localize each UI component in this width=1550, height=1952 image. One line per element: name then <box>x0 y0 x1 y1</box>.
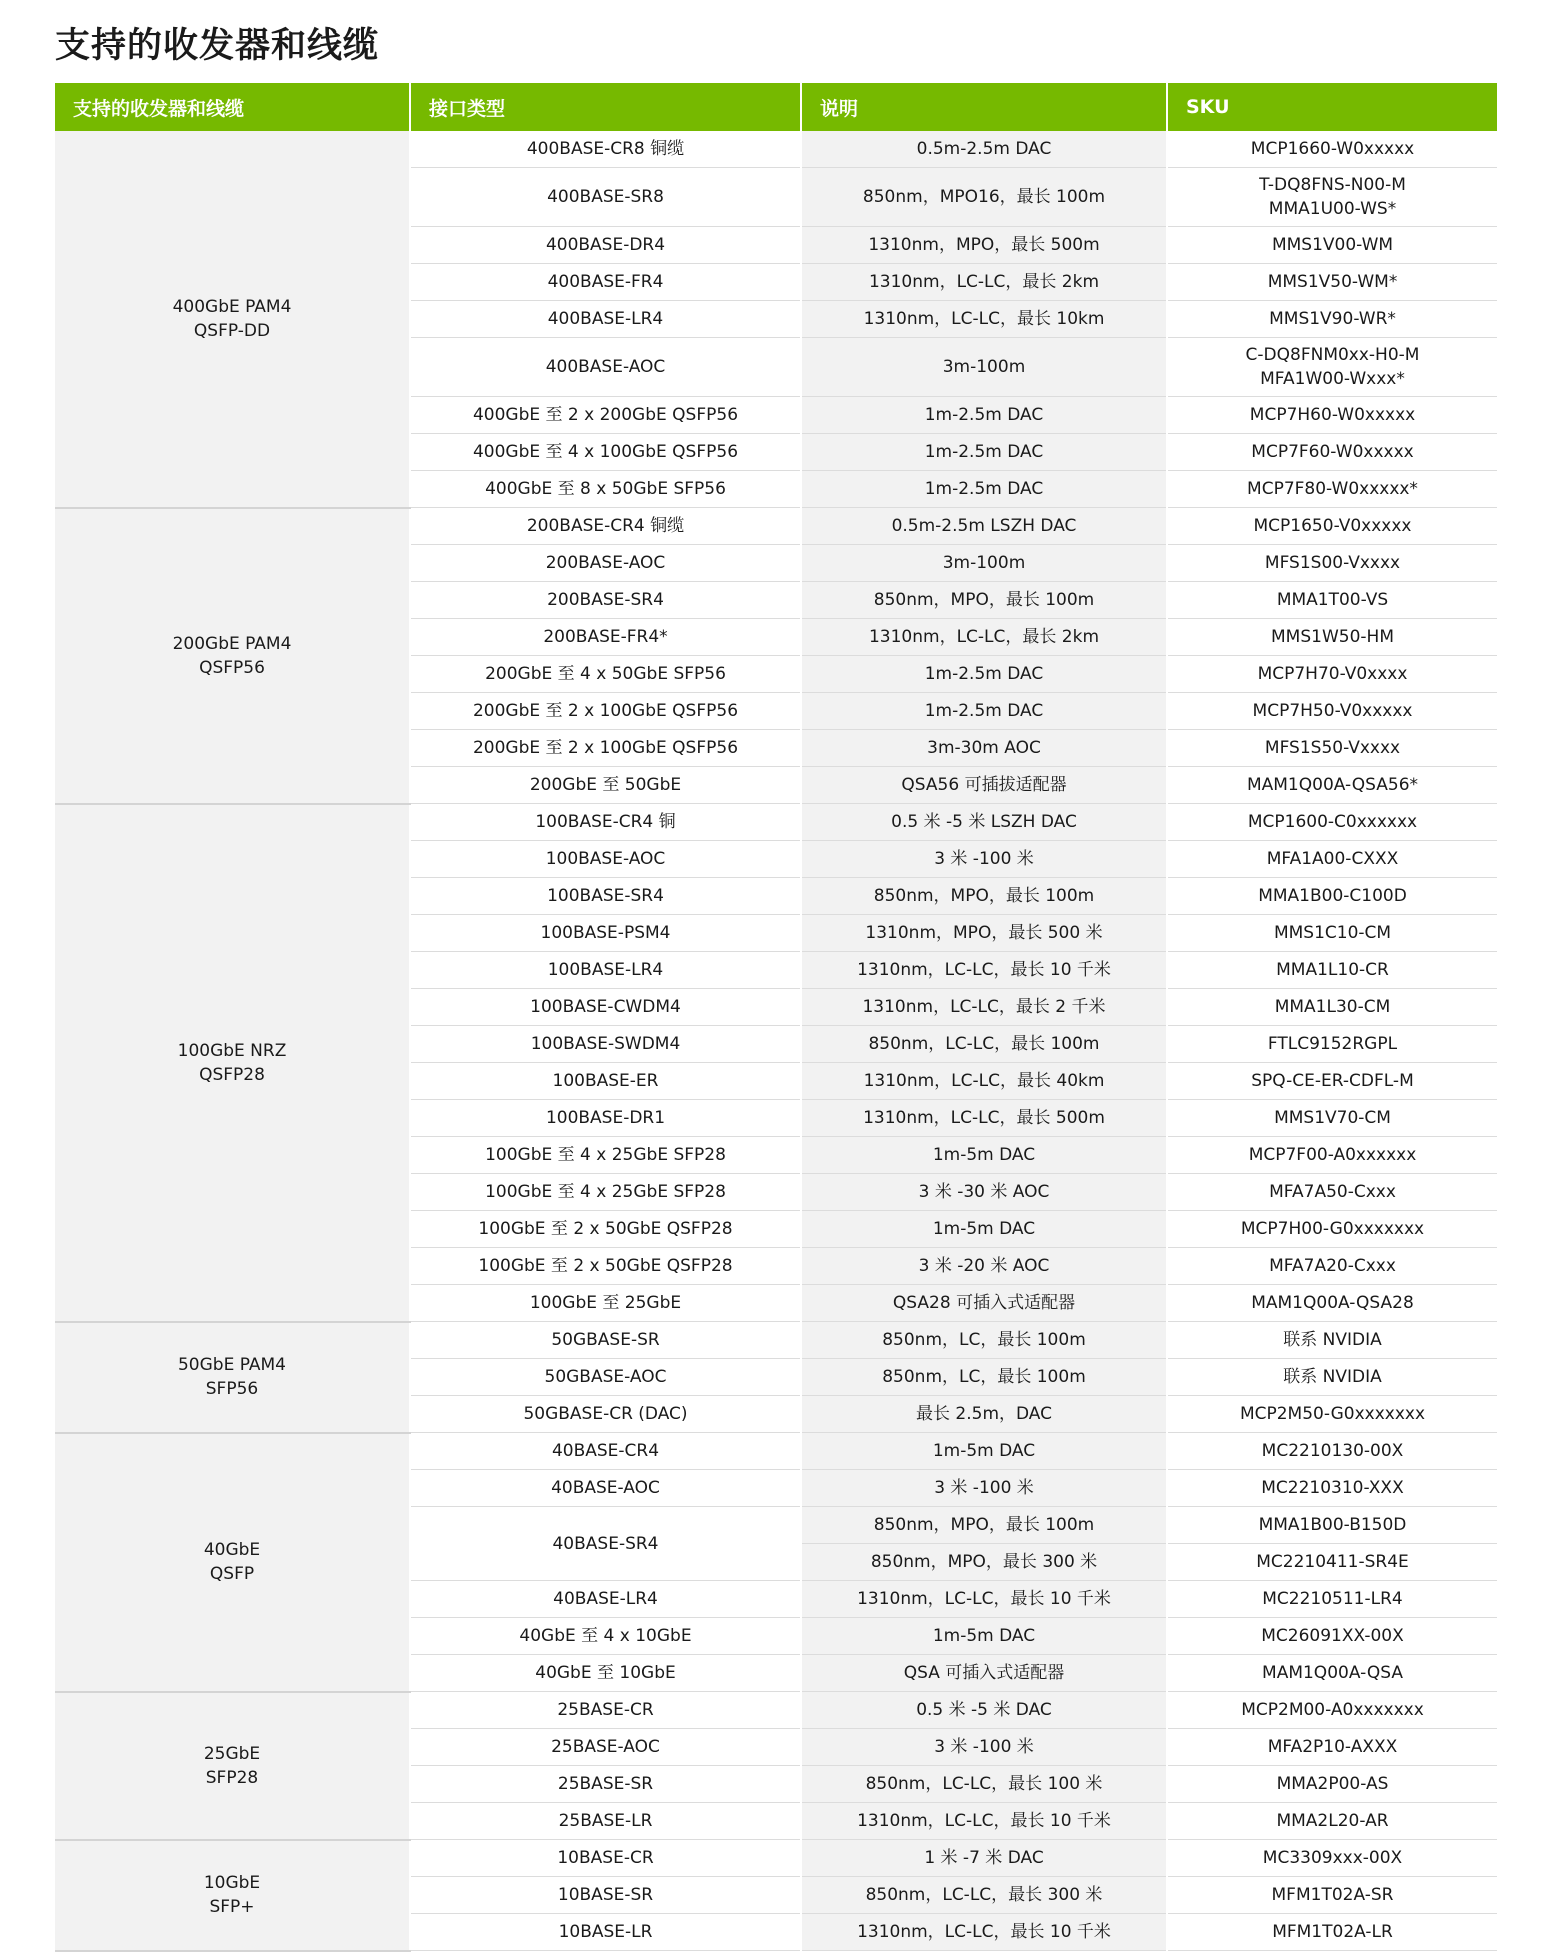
sku-cell: MFA2P10-AXXX <box>1167 1729 1497 1766</box>
description-cell: 1310nm，LC-LC，最长 500m <box>801 1100 1167 1137</box>
description-cell: QSA 可插入式适配器 <box>801 1655 1167 1692</box>
description-cell: 3m-100m <box>801 338 1167 397</box>
sku-cell: MCP7F00-A0xxxxxx <box>1167 1137 1497 1174</box>
sku-cell: MFA7A50-Cxxx <box>1167 1174 1497 1211</box>
sku-cell: MMS1V70-CM <box>1167 1100 1497 1137</box>
sku-cell: MCP7H00-G0xxxxxxx <box>1167 1211 1497 1248</box>
interface-type-cell: 100BASE-CR4 铜 <box>410 804 801 841</box>
sku-cell: MMA1T00-VS <box>1167 582 1497 619</box>
sku-cell: MFM1T02A-SR <box>1167 1877 1497 1914</box>
description-cell: 1310nm，LC-LC，最长 2km <box>801 264 1167 301</box>
sku-cell: MCP1600-C0xxxxxx <box>1167 804 1497 841</box>
sku-cell: MCP2M00-A0xxxxxxx <box>1167 1692 1497 1729</box>
sku-cell: MCP1650-V0xxxxx <box>1167 508 1497 545</box>
interface-type-cell: 100BASE-ER <box>410 1063 801 1100</box>
column-header-description: 说明 <box>801 83 1167 131</box>
table-row <box>55 131 1497 168</box>
interface-type-cell: 200GbE 至 2 x 100GbE QSFP56 <box>410 693 801 730</box>
interface-type-cell: 100BASE-SR4 <box>410 878 801 915</box>
interface-type-cell: 40BASE-CR4 <box>410 1433 801 1470</box>
interface-type-cell: 400BASE-DR4 <box>410 227 801 264</box>
sku-cell: MAM1Q00A-QSA56* <box>1167 767 1497 804</box>
description-cell: 3 米 -100 米 <box>801 1729 1167 1766</box>
sku-cell: MFS1S50-Vxxxx <box>1167 730 1497 767</box>
description-cell: 850nm，MPO，最长 100m <box>801 1507 1167 1544</box>
description-cell: 850nm，LC-LC，最长 100 米 <box>801 1766 1167 1803</box>
group-label-cell: 400GbE PAM4 QSFP-DD <box>55 131 410 508</box>
description-cell: 1310nm，LC-LC，最长 2 千米 <box>801 989 1167 1026</box>
sku-cell: MCP7H70-V0xxxx <box>1167 656 1497 693</box>
description-cell: 1 米 -7 米 DAC <box>801 1840 1167 1877</box>
interface-type-cell: 25BASE-AOC <box>410 1729 801 1766</box>
interface-type-cell: 400BASE-LR4 <box>410 301 801 338</box>
description-cell: 1310nm，LC-LC，最长 10 千米 <box>801 1914 1167 1951</box>
sku-cell: MAM1Q00A-QSA <box>1167 1655 1497 1692</box>
column-header-interface-type: 接口类型 <box>410 83 801 131</box>
column-header-category: 支持的收发器和线缆 <box>55 83 410 131</box>
interface-type-cell: 100GbE 至 4 x 25GbE SFP28 <box>410 1137 801 1174</box>
sku-cell: MFM1T02A-LR <box>1167 1914 1497 1951</box>
interface-type-cell: 200GbE 至 4 x 50GbE SFP56 <box>410 656 801 693</box>
table-row <box>55 1433 1497 1470</box>
interface-type-cell: 40BASE-AOC <box>410 1470 801 1507</box>
description-cell: 1310nm，LC-LC，最长 10 千米 <box>801 1803 1167 1840</box>
table-body <box>55 131 1497 1951</box>
sku-cell: MCP2M50-G0xxxxxxx <box>1167 1396 1497 1433</box>
description-cell: 1m-5m DAC <box>801 1618 1167 1655</box>
group-label-cell: 40GbE QSFP <box>55 1433 410 1692</box>
description-cell: 1310nm，LC-LC，最长 10km <box>801 301 1167 338</box>
interface-type-cell: 40BASE-SR4 <box>410 1507 801 1581</box>
interface-type-cell: 400BASE-CR8 铜缆 <box>410 131 801 168</box>
group-label-cell: 25GbE SFP28 <box>55 1692 410 1840</box>
interface-type-cell: 200BASE-FR4* <box>410 619 801 656</box>
sku-cell: MMS1V00-WM <box>1167 227 1497 264</box>
description-cell: 3 米 -30 米 AOC <box>801 1174 1167 1211</box>
sku-cell: MMA1B00-C100D <box>1167 878 1497 915</box>
table-row <box>55 1840 1497 1877</box>
description-cell: 850nm，MPO，最长 100m <box>801 878 1167 915</box>
sku-cell: MC26091XX-00X <box>1167 1618 1497 1655</box>
interface-type-cell: 100BASE-SWDM4 <box>410 1026 801 1063</box>
interface-type-cell: 400BASE-FR4 <box>410 264 801 301</box>
description-cell: 1310nm，LC-LC，最长 40km <box>801 1063 1167 1100</box>
interface-type-cell: 200GbE 至 50GbE <box>410 767 801 804</box>
sku-cell: MC2210130-00X <box>1167 1433 1497 1470</box>
description-cell: 3 米 -20 米 AOC <box>801 1248 1167 1285</box>
group-label-cell: 200GbE PAM4 QSFP56 <box>55 508 410 804</box>
sku-cell: MC2210310-XXX <box>1167 1470 1497 1507</box>
description-cell: 850nm，LC-LC，最长 300 米 <box>801 1877 1167 1914</box>
description-cell: 1310nm，LC-LC，最长 2km <box>801 619 1167 656</box>
description-cell: 0.5m-2.5m LSZH DAC <box>801 508 1167 545</box>
description-cell: 850nm，LC-LC，最长 100m <box>801 1026 1167 1063</box>
table-header-row <box>55 83 1497 131</box>
sku-cell: MCP1660-W0xxxxx <box>1167 131 1497 168</box>
table-row <box>55 804 1497 841</box>
sku-cell: MC3309xxx-00X <box>1167 1840 1497 1877</box>
interface-type-cell: 100BASE-LR4 <box>410 952 801 989</box>
column-header-sku: SKU <box>1167 83 1497 131</box>
sku-cell: MMA2P00-AS <box>1167 1766 1497 1803</box>
sku-cell: MFS1S00-Vxxxx <box>1167 545 1497 582</box>
description-cell: 1m-2.5m DAC <box>801 656 1167 693</box>
description-cell: 850nm，MPO16，最长 100m <box>801 168 1167 227</box>
group-label-cell: 10GbE SFP+ <box>55 1840 410 1951</box>
interface-type-cell: 100GbE 至 4 x 25GbE SFP28 <box>410 1174 801 1211</box>
sku-cell: T-DQ8FNS-N00-M MMA1U00-WS* <box>1167 168 1497 227</box>
interface-type-cell: 10BASE-CR <box>410 1840 801 1877</box>
description-cell: 850nm，MPO，最长 300 米 <box>801 1544 1167 1581</box>
transceiver-cable-table <box>55 83 1497 1952</box>
page-title: 支持的收发器和线缆 <box>55 26 380 66</box>
sku-cell: MMS1W50-HM <box>1167 619 1497 656</box>
description-cell: 0.5 米 -5 米 DAC <box>801 1692 1167 1729</box>
sku-cell: MMA1B00-B150D <box>1167 1507 1497 1544</box>
interface-type-cell: 10BASE-LR <box>410 1914 801 1951</box>
interface-type-cell: 100BASE-AOC <box>410 841 801 878</box>
interface-type-cell: 400GbE 至 8 x 50GbE SFP56 <box>410 471 801 508</box>
description-cell: 1m-5m DAC <box>801 1433 1167 1470</box>
interface-type-cell: 40BASE-LR4 <box>410 1581 801 1618</box>
interface-type-cell: 100BASE-DR1 <box>410 1100 801 1137</box>
group-label-cell: 100GbE NRZ QSFP28 <box>55 804 410 1322</box>
interface-type-cell: 200BASE-SR4 <box>410 582 801 619</box>
sku-cell: MFA7A20-Cxxx <box>1167 1248 1497 1285</box>
sku-cell: MMS1V90-WR* <box>1167 301 1497 338</box>
interface-type-cell: 200BASE-AOC <box>410 545 801 582</box>
sku-cell: MC2210411-SR4E <box>1167 1544 1497 1581</box>
description-cell: 1m-2.5m DAC <box>801 434 1167 471</box>
sku-cell: MCP7H50-V0xxxxx <box>1167 693 1497 730</box>
table-row <box>55 1322 1497 1359</box>
description-cell: 1m-2.5m DAC <box>801 397 1167 434</box>
interface-type-cell: 200BASE-CR4 铜缆 <box>410 508 801 545</box>
sku-cell: MMA1L10-CR <box>1167 952 1497 989</box>
sku-cell: SPQ-CE-ER-CDFL-M <box>1167 1063 1497 1100</box>
interface-type-cell: 400GbE 至 4 x 100GbE QSFP56 <box>410 434 801 471</box>
interface-type-cell: 400BASE-AOC <box>410 338 801 397</box>
interface-type-cell: 50GBASE-AOC <box>410 1359 801 1396</box>
description-cell: 1310nm，LC-LC，最长 10 千米 <box>801 1581 1167 1618</box>
description-cell: 最长 2.5m，DAC <box>801 1396 1167 1433</box>
sku-cell: 联系 NVIDIA <box>1167 1322 1497 1359</box>
interface-type-cell: 400GbE 至 2 x 200GbE QSFP56 <box>410 397 801 434</box>
interface-type-cell: 40GbE 至 10GbE <box>410 1655 801 1692</box>
sku-cell: MCP7F60-W0xxxxx <box>1167 434 1497 471</box>
group-label-cell: 50GbE PAM4 SFP56 <box>55 1322 410 1433</box>
sku-cell: MCP7H60-W0xxxxx <box>1167 397 1497 434</box>
description-cell: 3 米 -100 米 <box>801 1470 1167 1507</box>
description-cell: QSA28 可插入式适配器 <box>801 1285 1167 1322</box>
sku-cell: C-DQ8FNM0xx-H0-M MFA1W00-Wxxx* <box>1167 338 1497 397</box>
interface-type-cell: 400BASE-SR8 <box>410 168 801 227</box>
description-cell: 1310nm，LC-LC，最长 10 千米 <box>801 952 1167 989</box>
sku-cell: MMS1C10-CM <box>1167 915 1497 952</box>
sku-cell: FTLC9152RGPL <box>1167 1026 1497 1063</box>
table-header <box>55 83 1497 131</box>
description-cell: 1m-2.5m DAC <box>801 471 1167 508</box>
interface-type-cell: 50GBASE-CR (DAC) <box>410 1396 801 1433</box>
description-cell: 0.5m-2.5m DAC <box>801 131 1167 168</box>
description-cell: 1310nm，MPO，最长 500m <box>801 227 1167 264</box>
interface-type-cell: 100GbE 至 2 x 50GbE QSFP28 <box>410 1211 801 1248</box>
interface-type-cell: 100GbE 至 25GbE <box>410 1285 801 1322</box>
sku-cell: 联系 NVIDIA <box>1167 1359 1497 1396</box>
description-cell: 3m-30m AOC <box>801 730 1167 767</box>
interface-type-cell: 100GbE 至 2 x 50GbE QSFP28 <box>410 1248 801 1285</box>
description-cell: QSA56 可插拔适配器 <box>801 767 1167 804</box>
description-cell: 850nm，LC，最长 100m <box>801 1322 1167 1359</box>
description-cell: 1m-5m DAC <box>801 1137 1167 1174</box>
interface-type-cell: 25BASE-SR <box>410 1766 801 1803</box>
description-cell: 1m-5m DAC <box>801 1211 1167 1248</box>
sku-cell: MMA1L30-CM <box>1167 989 1497 1026</box>
description-cell: 0.5 米 -5 米 LSZH DAC <box>801 804 1167 841</box>
interface-type-cell: 200GbE 至 2 x 100GbE QSFP56 <box>410 730 801 767</box>
table-row <box>55 508 1497 545</box>
table-row <box>55 1692 1497 1729</box>
interface-type-cell: 25BASE-LR <box>410 1803 801 1840</box>
description-cell: 1310nm，MPO，最长 500 米 <box>801 915 1167 952</box>
sku-cell: MFA1A00-CXXX <box>1167 841 1497 878</box>
interface-type-cell: 40GbE 至 4 x 10GbE <box>410 1618 801 1655</box>
sku-cell: MAM1Q00A-QSA28 <box>1167 1285 1497 1322</box>
interface-type-cell: 100BASE-CWDM4 <box>410 989 801 1026</box>
interface-type-cell: 10BASE-SR <box>410 1877 801 1914</box>
interface-type-cell: 100BASE-PSM4 <box>410 915 801 952</box>
sku-cell: MMS1V50-WM* <box>1167 264 1497 301</box>
sku-cell: MMA2L20-AR <box>1167 1803 1497 1840</box>
description-cell: 3m-100m <box>801 545 1167 582</box>
sku-cell: MC2210511-LR4 <box>1167 1581 1497 1618</box>
interface-type-cell: 50GBASE-SR <box>410 1322 801 1359</box>
description-cell: 850nm，LC，最长 100m <box>801 1359 1167 1396</box>
description-cell: 1m-2.5m DAC <box>801 693 1167 730</box>
description-cell: 3 米 -100 米 <box>801 841 1167 878</box>
interface-type-cell: 25BASE-CR <box>410 1692 801 1729</box>
sku-cell: MCP7F80-W0xxxxx* <box>1167 471 1497 508</box>
description-cell: 850nm，MPO，最长 100m <box>801 582 1167 619</box>
